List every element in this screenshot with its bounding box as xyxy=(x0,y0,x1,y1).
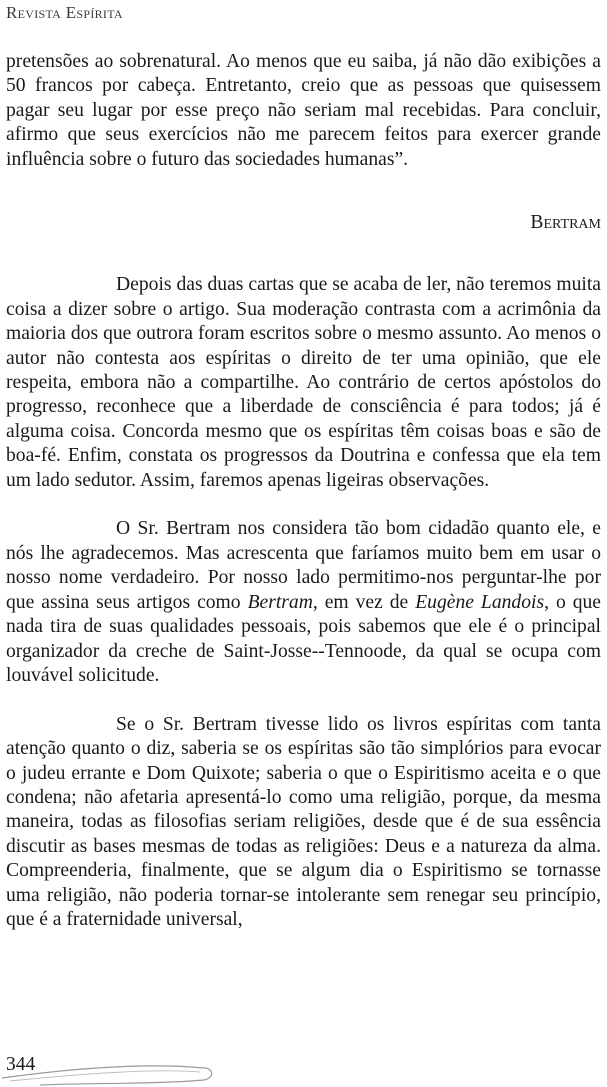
paragraph-letter-ending: pretensões ao sobrenatural. Ao menos que eu saiba, já não dão exibições a 50 francos por cabeça. Entretanto, creio que as pessoas que quisessem pagar seu lugar por esse preço não seriam mal recebidas. Para concluir, afirmo que seus exercícios não me parecem feitos para exercer grande influência sobre o futuro das sociedades humanas”. xyxy=(6,51,601,170)
emphasis-eugene-landois: Eugène Landois xyxy=(415,591,545,613)
page-body xyxy=(6,50,601,932)
emphasis-bertram: Bertram xyxy=(247,591,313,613)
paragraph-bertram-name xyxy=(6,517,601,688)
text-run: , em vez de xyxy=(312,591,416,613)
paragraph-commentary: Depois das duas cartas que se acaba de ler, não teremos muita coisa a dizer sobre o artigo. Sua moderação contrasta com a acrimônia da maioria dos que outrora foram escritos sobre o mesmo assunto. Ao menos o autor não contesta aos espíritas o direito de ter uma opinião, que ele respeita, embora não a compartilhe. Ao contrário de certos apóstolos do progresso, reconhece que a liberdade de consciência é para todos; já é alguma coisa. Concorda mesmo que os espíritas têm coisas boas e são de boa-fé. Enfim, constata os progressos da Doutrina e confessa que ela tem um lado sedutor. Assim, faremos apenas ligeiras observações. xyxy=(6,274,601,491)
paragraph-spiritism: Se o Sr. Bertram tivesse lido os livros espíritas com tanta atenção quanto o diz, saberia se os espíritas são tão simplórios para evocar o judeu errante e Dom Quixote; saberia o que o Espiritismo aceita e o que condena; não afetaria apresentá-lo como uma religião, porque, da mesma maneira, todas as filosofias seriam religiões, desde que é de sua essência discutir as bases mesmas de todas as religiões: Deus e a natureza da alma. Compreenderia, finalmente, que se algum dia o Espiritismo se tornasse uma religião, não poderia tornar-se intolerante sem renegar seu princípio, que é a fraternidade universal, xyxy=(6,713,601,930)
text-run: , o que nada tira de suas qualidades pessoais, pois sabemos que ele é o principal organizador da creche de Saint-Josse-‑Tennoode, da qual se ocupa com louvável solicitude. xyxy=(6,591,601,686)
running-head: Revista Espírita xyxy=(6,3,123,22)
text-run: O Sr. Bertram nos considera tão bom cidadão quanto ele, e nós lhe agradecemos. Mas acrescenta que faríamos muito bem em usar o nosso nome verdadeiro. Por nosso lado permitimo-nos perguntar-lhe por que assina seus artigos como xyxy=(6,518,601,613)
signature: Bertram xyxy=(530,212,601,234)
page-number: 344 xyxy=(6,1054,36,1075)
